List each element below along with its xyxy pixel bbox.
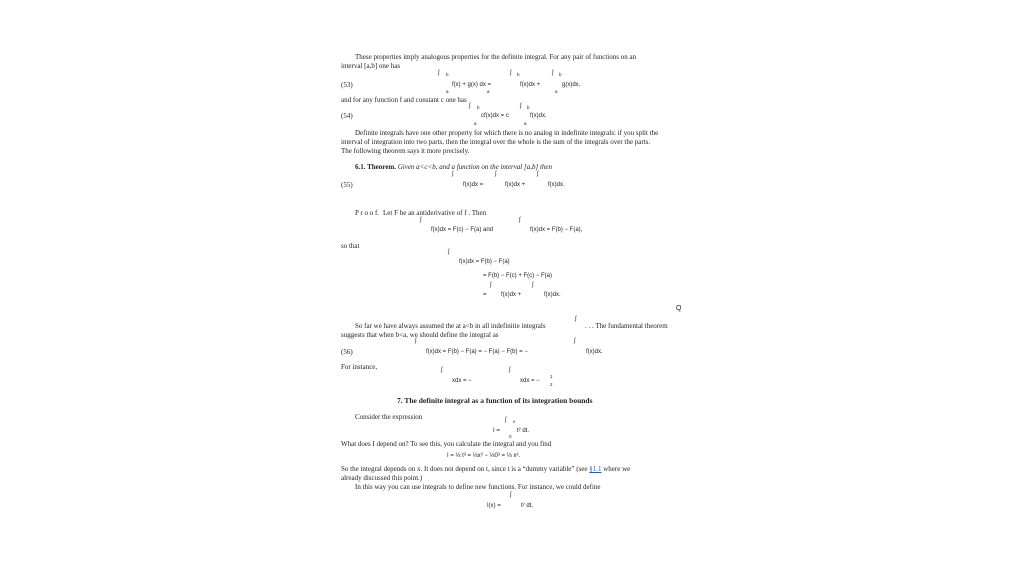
depends-text-a: So the integral depends on x. It does not depend on t, since t is a “dummy variable” (see	[341, 465, 590, 473]
define-integral-sign: ∫	[510, 492, 512, 498]
para3-integral-sign: ∫	[575, 316, 577, 322]
eq53-integral-sign-3: ∫	[552, 70, 554, 76]
eq55-integral-sign-2: ∫	[495, 171, 497, 177]
eq54-lower: a	[474, 121, 477, 126]
eq56-tag: (56)	[341, 348, 353, 356]
eq53-integral-sign: ∫	[438, 70, 440, 76]
eq53-upper-1: b	[446, 72, 449, 77]
eq53-lhs: f(x) + g(x) dx =	[452, 82, 492, 88]
eq55-tag: (55)	[341, 181, 353, 189]
intro-line-1: These properties imply analogous properties for the definite integral. For any pair of functions on an	[355, 53, 637, 61]
eq56-body: f(x)dx = F(b) − F(a) = − F(a) − F(b) = −	[426, 349, 528, 355]
theorem-text: Given a<c<b, and a function on the interval [a,b] then	[397, 163, 553, 171]
proof-step-2: = F(b) − F(c) + F(c) − F(a)	[483, 273, 553, 279]
instance-label: For instance,	[341, 363, 378, 371]
para2-line-2: interval of integration into two parts, then the integral over the whole is the sum of the integrals over the parts.	[341, 138, 651, 146]
proof-integral-sign-3: ∫	[532, 282, 534, 288]
and-line: and for any function f and constant c one has	[341, 96, 467, 104]
eq56-integral-sign-2: ∫	[574, 338, 576, 344]
proof-integral-sign-1: ∫	[448, 249, 450, 255]
eq53-upper-3: b	[559, 72, 562, 77]
proof-step-3-a: f(x)dx +	[501, 292, 522, 298]
eq54-upper: b	[477, 105, 480, 110]
proof-so-that: so that	[341, 242, 360, 250]
proof-eq-a: f(x)dx = F(c) − F(a) and	[431, 227, 494, 233]
proof-step-1: f(x)dx = F(b) − F(a)	[459, 259, 510, 265]
proof-integral-sign-2: ∫	[490, 282, 492, 288]
instance-integral-sign-b: ∫	[509, 367, 511, 373]
para3-line-2: suggests that when b<a, we should define the integral as	[341, 331, 499, 339]
proof-text: Let F be an antiderivative of f . Then	[383, 209, 487, 217]
eq53-tag: (53)	[341, 81, 353, 89]
theorem-label: 6.1. Theorem.	[355, 163, 396, 171]
eq55-integral-sign-3: ∫	[537, 171, 539, 177]
eq56-rhs: f(x)dx.	[586, 349, 603, 355]
consider-integral-sign: ∫	[505, 417, 507, 423]
consider-line: Consider the expression	[355, 413, 423, 421]
proof-eq-b: f(x)dx = F(b) − F(a),	[530, 227, 583, 233]
eq54-tag: (54)	[341, 112, 353, 120]
eq53-term1: f(x)dx +	[520, 82, 541, 88]
eq56-integral-sign: ∫	[415, 338, 417, 344]
eq54-integral-sign: ∫	[469, 103, 471, 109]
proof-integral-sign-b: ∫	[519, 217, 521, 223]
eq55-lhs: f(x)dx =	[463, 182, 484, 188]
instance-b: xdx = −	[520, 378, 540, 384]
para3-line-1-end: . . . The fundamental theorem	[585, 322, 668, 330]
eq53-lower-1: a	[446, 89, 449, 94]
eq53-term2: g(x)dx,	[562, 82, 581, 88]
eq53-lower-2: a	[487, 89, 490, 94]
question-eq: I = ⅓ t³ = ⅓x³ − ⅓0³ = ⅓ x³.	[447, 453, 521, 459]
depends-line-2: already discussed this point.)	[341, 474, 423, 482]
eq53-lower-3: a	[555, 89, 558, 94]
qed-mark: Q	[676, 305, 682, 312]
para2-line-1: Definite integrals have one other property for which there is no analog in indefinite integrals: if you split the	[355, 129, 659, 137]
instance-integral-sign-a: ∫	[441, 367, 443, 373]
proof-step-3-eq: =	[483, 292, 487, 298]
depends-line-1	[341, 465, 630, 473]
define-eq: I(x) =	[487, 503, 501, 509]
define-integrand: t² dt,	[521, 503, 534, 509]
eq55-rhs: f(x)dx.	[548, 182, 565, 188]
eq54-lower-2: a	[524, 121, 527, 126]
section-heading: 7. The definite integral as a function of its integration bounds	[397, 396, 593, 405]
intro-line-2: interval [a,b] one has	[341, 62, 401, 70]
eq53-integral-sign-2: ∫	[510, 70, 512, 76]
instance-frac-den: 2	[550, 382, 553, 387]
question-line: What does I depend on? To see this, you calculate the integral and you find	[341, 440, 552, 448]
eq55-integral-sign-1: ∫	[452, 171, 454, 177]
instance-frac-num: 1	[550, 374, 553, 379]
eq53-upper-2: b	[517, 72, 520, 77]
eq54-lhs: cf(x)dx = c	[481, 113, 509, 119]
depends-text-b: where we	[601, 465, 631, 473]
eq55-mid: f(x)dx +	[505, 182, 526, 188]
eq54-integral-sign-2: ∫	[520, 103, 522, 109]
proof-integral-sign-a: ∫	[420, 217, 422, 223]
proof-label: P r o o f.	[355, 209, 380, 217]
define-line: In this way you can use integrals to define new functions. For instance, we could define	[355, 483, 601, 491]
section-link[interactable]: §1.1	[589, 465, 602, 473]
para2-line-3: The following theorem says it more precisely.	[341, 147, 470, 155]
eq54-rhs: f(x)dx.	[530, 113, 547, 119]
consider-integrand: t² dt.	[517, 428, 530, 434]
consider-upper: x	[513, 419, 516, 424]
eq54-upper-2: b	[527, 105, 530, 110]
proof-step-3-b: f(x)dx.	[544, 292, 561, 298]
consider-lower: 0	[509, 434, 512, 439]
instance-a: xdx = −	[452, 378, 472, 384]
para3-line-1: So far we have always assumed the at a<b in all indefinitie integrals	[355, 322, 546, 330]
consider-eq: I =	[493, 428, 500, 434]
